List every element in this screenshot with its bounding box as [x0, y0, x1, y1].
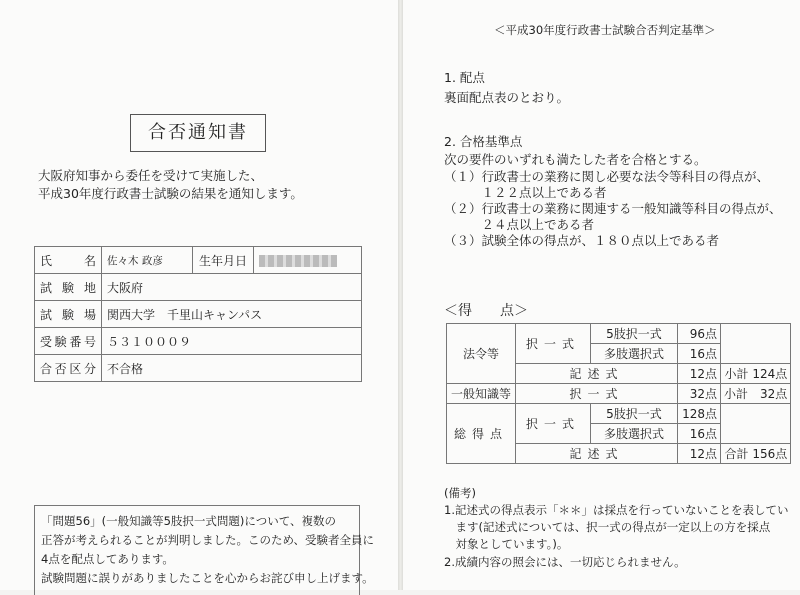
empty-cell — [721, 404, 791, 444]
name-label: 氏名 — [35, 247, 102, 274]
birthdate-value — [254, 247, 362, 274]
redacted-birthdate — [259, 255, 337, 267]
note-line-4: 2.成績内容の照会には、一切応じられません。 — [444, 555, 686, 569]
criteria-header: ＜平成30年度行政書士試験合否判定基準＞ — [494, 23, 716, 37]
table-row — [35, 328, 362, 355]
examinee-info-table — [34, 246, 362, 382]
exam-location-value: 大阪府 — [102, 274, 362, 301]
name-value: 佐々木 政彦 — [102, 247, 193, 274]
exam-number-value: ５３１０００９ — [102, 328, 362, 355]
note-line-1: 1.記述式の得点表示「＊＊」は採点を行っていないことを表してい — [444, 503, 789, 517]
notice-page — [0, 0, 398, 590]
criteria-line-1: 次の要件のいずれも満たした者を合格とする。 — [444, 152, 707, 167]
ippan-takuitsu-label: 択一式 — [516, 384, 678, 404]
exam-location-label: 試験地 — [35, 274, 102, 301]
table-row — [447, 404, 791, 424]
houreitou-goshi-score: 96点 — [678, 324, 721, 344]
birthdate-label: 生年月日 — [193, 247, 254, 274]
table-row — [35, 355, 362, 382]
intro-line-2: 平成30年度行政書士試験の結果を通知します。 — [38, 186, 303, 201]
table-row — [447, 384, 791, 404]
houreitou-goshi-label: 5肢択一式 — [591, 324, 678, 344]
section1-body: 裏面配点表のとおり。 — [444, 90, 570, 105]
houreitou-subtotal: 小計 124点 — [721, 364, 791, 384]
sou-goshi-score: 128点 — [678, 404, 721, 424]
result-label: 合否区分 — [35, 355, 102, 382]
score-table — [446, 323, 791, 464]
exam-site-value: 関西大学 千里山キャンパス — [102, 301, 362, 328]
document-title: 合否通知書 — [130, 114, 266, 152]
table-row — [35, 301, 362, 328]
sou-tashi-score: 16点 — [678, 424, 721, 444]
exam-site-label: 試験場 — [35, 301, 102, 328]
houreitou-label: 法令等 — [447, 324, 516, 384]
criteria-line-5: ２４点以上である者 — [444, 217, 595, 232]
ippan-subtotal: 小計 32点 — [721, 384, 791, 404]
result-value: 不合格 — [102, 355, 362, 382]
houreitou-kijutsu-score: 12点 — [678, 364, 721, 384]
table-row — [35, 247, 362, 274]
total-score: 合計 156点 — [721, 444, 791, 464]
score-title: ＜得 点＞ — [444, 303, 528, 319]
notice-line-4: 試験問題に誤りがありましたことを心からお詫び申し上げます。 — [41, 571, 374, 585]
notice-line-1: 「問題56」(一般知識等5肢択一式問題)について、複数の — [41, 514, 336, 528]
criteria-line-4: （２）行政書士の業務に関連する一般知識等科目の得点が、 — [444, 201, 782, 216]
table-row — [35, 274, 362, 301]
sou-tashi-label: 多肢選択式 — [591, 424, 678, 444]
intro-line-1: 大阪府知事から委任を受けて実施した、 — [38, 168, 264, 183]
notes-title: (備考) — [444, 486, 476, 500]
section1-title: 1. 配点 — [444, 70, 485, 85]
sou-kijutsu-score: 12点 — [678, 444, 721, 464]
criteria-line-2: （１）行政書士の業務に関し必要な法令等科目の得点が、 — [444, 169, 770, 184]
exam-number-label: 受験番号 — [35, 328, 102, 355]
ippan-takuitsu-score: 32点 — [678, 384, 721, 404]
sou-kijutsu-label: 記述式 — [516, 444, 678, 464]
table-row — [447, 324, 791, 344]
ippan-label: 一般知識等 — [447, 384, 516, 404]
houreitou-takuitsu-label: 択一式 — [516, 324, 591, 364]
sou-goshi-label: 5肢択一式 — [591, 404, 678, 424]
empty-cell — [721, 324, 791, 364]
houreitou-kijutsu-label: 記述式 — [516, 364, 678, 384]
houreitou-tashi-score: 16点 — [678, 344, 721, 364]
notice-line-3: 4点を配点してあります。 — [41, 552, 174, 566]
notice-line-2: 正答が考えられることが判明しました。このため、受験者全員に — [41, 533, 375, 547]
criteria-line-6: （３）試験全体の得点が、１８０点以上である者 — [444, 233, 720, 248]
sou-label: 総得点 — [447, 404, 516, 464]
note-line-3: 対象としています。)。 — [444, 537, 569, 551]
sou-takuitsu-label: 択一式 — [516, 404, 591, 444]
correction-notice — [34, 505, 375, 595]
note-line-2: ます(記述式については、択一式の得点が一定以上の方を採点 — [444, 520, 771, 534]
houreitou-tashi-label: 多肢選択式 — [591, 344, 678, 364]
criteria-line-3: １２２点以上である者 — [444, 185, 607, 200]
section2-title: 2. 合格基準点 — [444, 134, 523, 149]
